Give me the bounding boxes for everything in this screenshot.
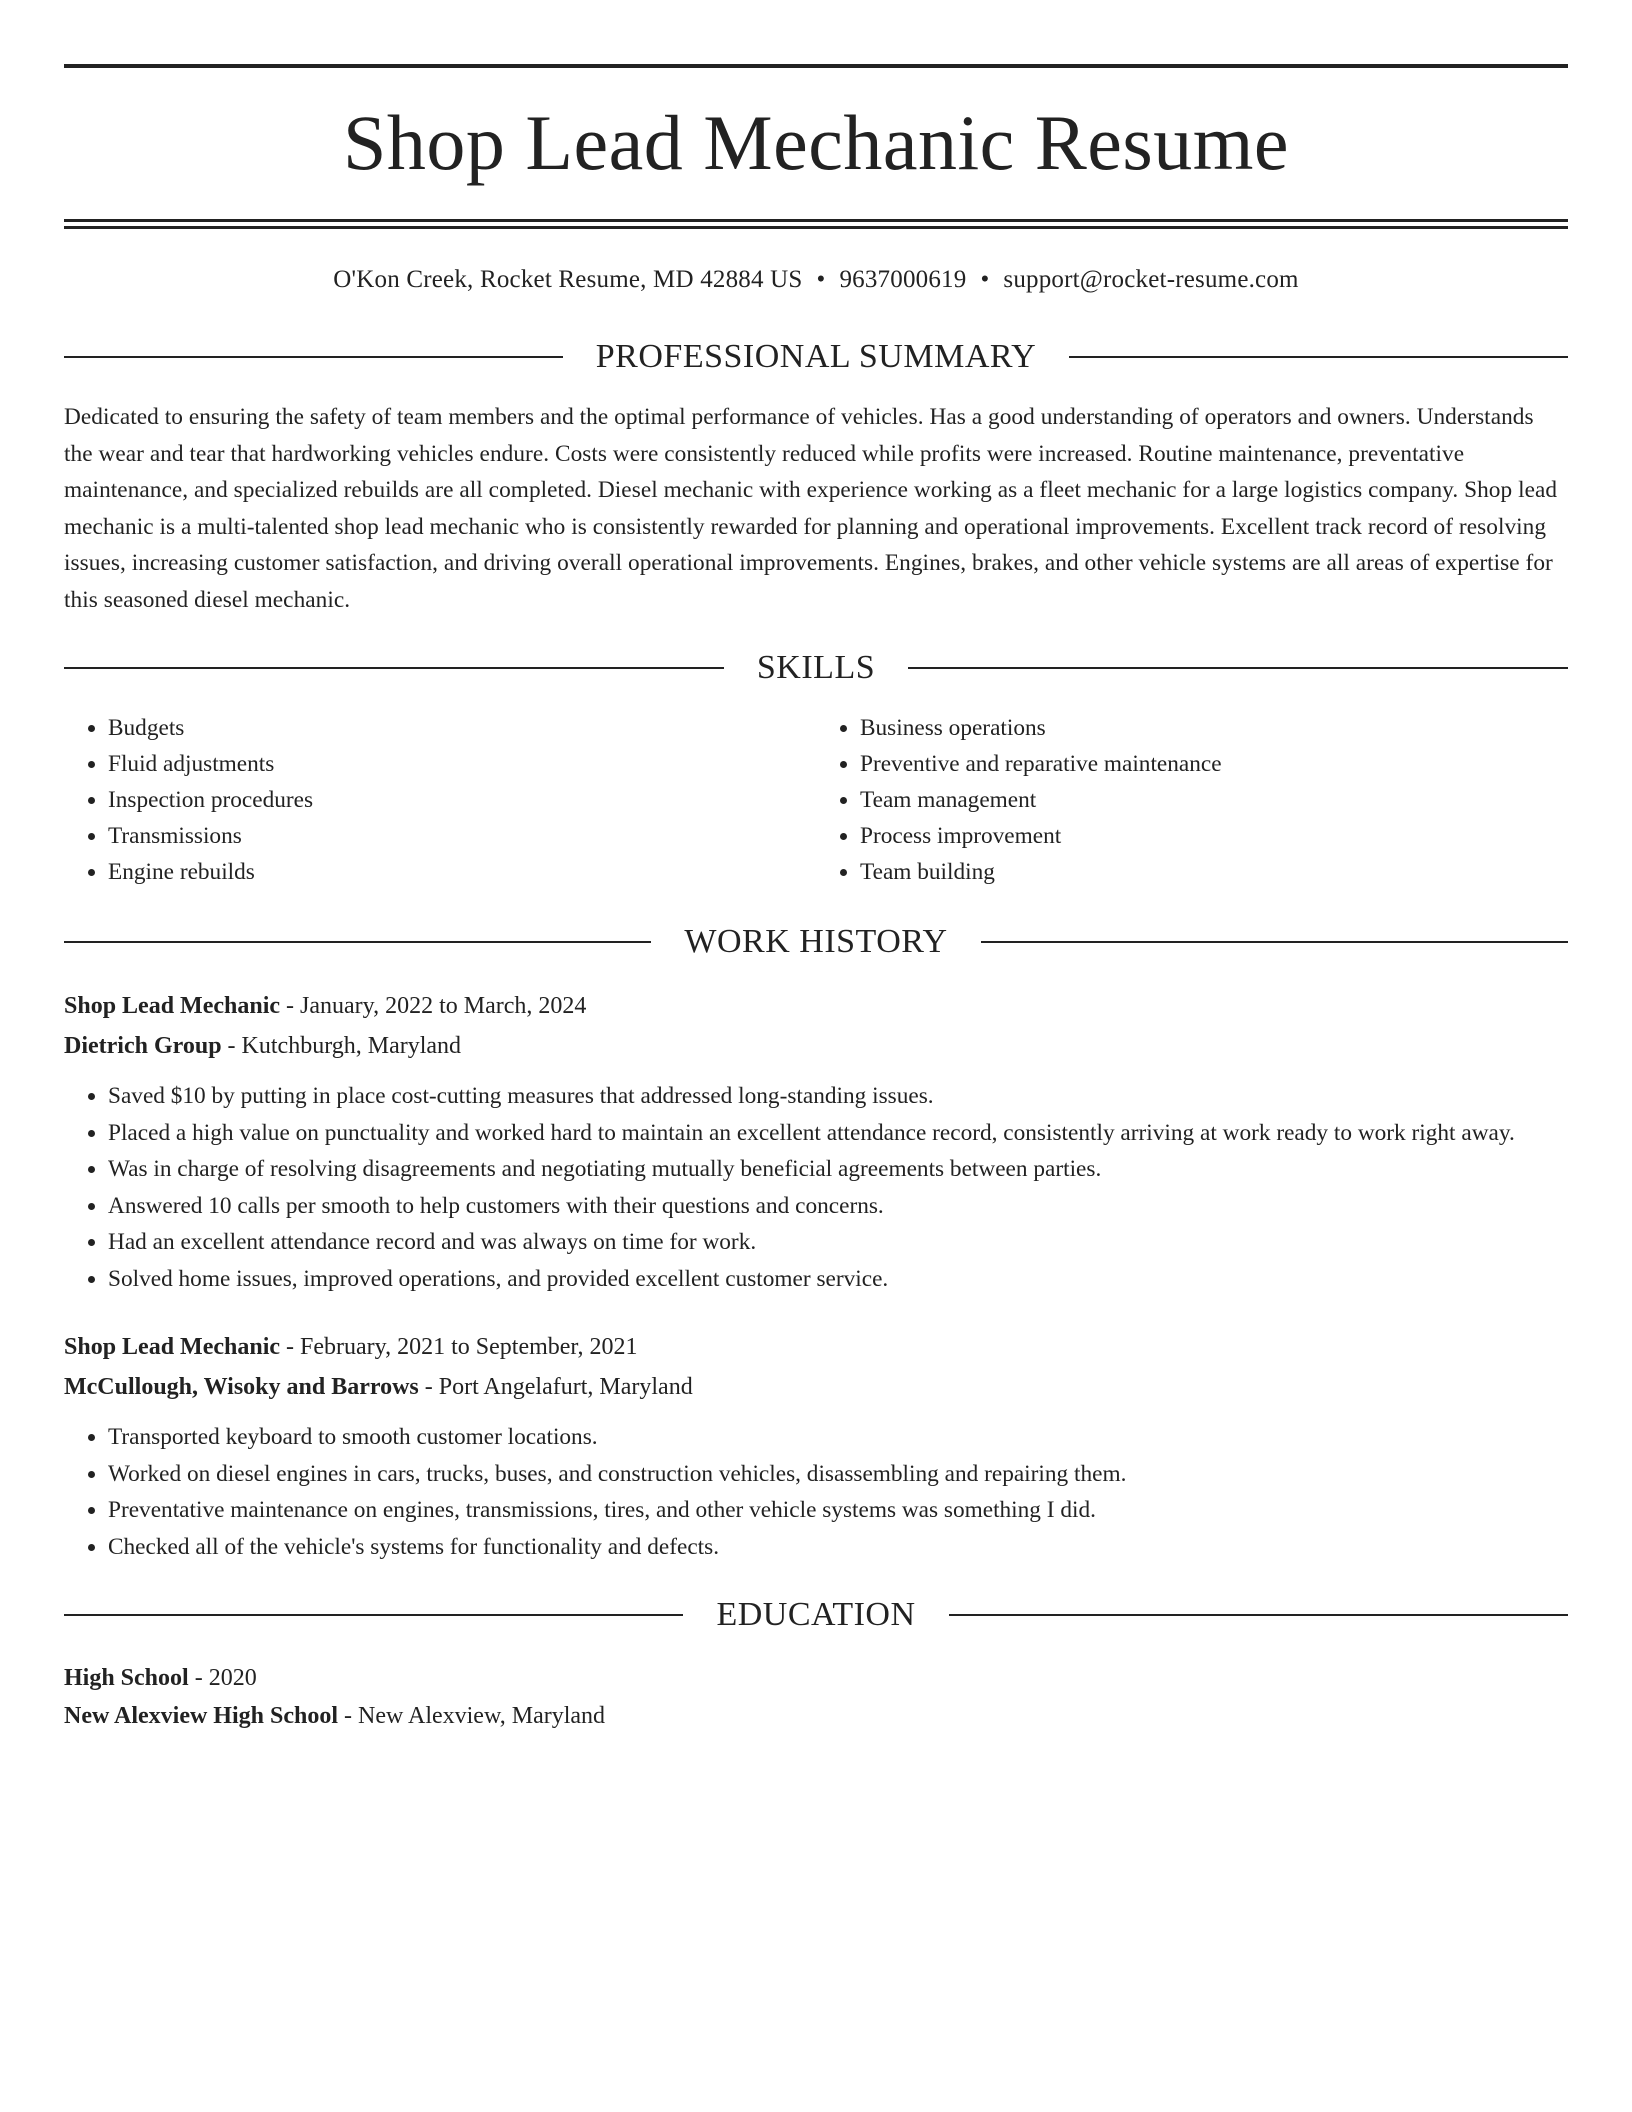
heading-rule: [949, 1614, 1568, 1616]
education-school-line: [64, 1697, 1568, 1735]
education-location: - New Alexview, Maryland: [338, 1703, 606, 1729]
education-degree-line: [64, 1659, 1568, 1697]
education-degree: High School: [64, 1665, 189, 1691]
contact-separator: •: [980, 266, 990, 293]
list-item: • Answered 10 calls per smooth to help customers with their questions and concerns.: [108, 1188, 1568, 1225]
resume-title: Shop Lead Mechanic Resume: [342, 99, 1290, 186]
contact-line: [64, 265, 1568, 295]
title-double-rule: [64, 219, 1568, 229]
contact-address: O'Kon Creek, Rocket Resume, MD 42884 US: [333, 266, 803, 293]
section-title: EDUCATION: [716, 1596, 916, 1633]
heading-rule: [64, 667, 724, 669]
job-dates: - January, 2022 to March, 2024: [280, 993, 587, 1019]
job-title-line: [64, 986, 1568, 1026]
list-item: • Business operations: [860, 710, 1568, 746]
skills-columns: [64, 710, 1568, 890]
job-company-line: [64, 1026, 1568, 1066]
section-title: WORK HISTORY: [684, 923, 948, 960]
list-item: • Had an excellent attendance record and was always on time for work.: [108, 1224, 1568, 1261]
list-item: • Transported keyboard to smooth customer locations.: [108, 1419, 1568, 1456]
heading-rule: [908, 667, 1568, 669]
education-entry: [64, 1659, 1568, 1735]
heading-rule: [981, 941, 1568, 943]
list-item: • Preventative maintenance on engines, transmissions, tires, and other vehicle systems was something I did.: [108, 1492, 1568, 1529]
skills-list-right: [816, 710, 1568, 890]
education-school: New Alexview High School: [64, 1703, 338, 1729]
job-entry: [64, 986, 1568, 1297]
job-bullets: [64, 1078, 1568, 1297]
list-item: • Placed a high value on punctuality and worked hard to maintain an excellent attendance record, consistently arriving at work ready to work right away.: [108, 1115, 1568, 1152]
section-title: SKILLS: [756, 649, 876, 686]
list-item: • Was in charge of resolving disagreements and negotiating mutually beneficial agreements between parties.: [108, 1151, 1568, 1188]
section-title: PROFESSIONAL SUMMARY: [595, 338, 1037, 375]
list-item: • Team building: [860, 854, 1568, 890]
list-item: • Solved home issues, improved operations, and provided excellent customer service.: [108, 1261, 1568, 1298]
heading-rule: [1069, 356, 1568, 358]
list-item: • Process improvement: [860, 818, 1568, 854]
heading-rule: [64, 1614, 683, 1616]
contact-phone: 9637000619: [839, 266, 967, 293]
section-heading-education: [64, 1595, 1568, 1635]
job-title: Shop Lead Mechanic: [64, 993, 281, 1019]
section-heading-summary: [64, 337, 1568, 377]
job-bullets: [64, 1419, 1568, 1565]
heading-rule: [64, 941, 651, 943]
job-location: - Kutchburgh, Maryland: [221, 1033, 462, 1059]
job-title-line: [64, 1327, 1568, 1367]
resume-page: [64, 64, 1568, 1735]
list-item: • Saved $10 by putting in place cost-cutting measures that addressed long-standing issues.: [108, 1078, 1568, 1115]
job-company: McCullough, Wisoky and Barrows: [64, 1374, 419, 1400]
list-item: • Team management: [860, 782, 1568, 818]
job-company: Dietrich Group: [64, 1033, 222, 1059]
contact-email: support@rocket-resume.com: [1003, 266, 1299, 293]
job-title: Shop Lead Mechanic: [64, 1334, 281, 1360]
heading-rule: [64, 356, 563, 358]
summary-text: Dedicated to ensuring the safety of team members and the optimal performance of vehicles. Has a good understanding of operators and owners. Understands the wear and tear that hardworking vehicles endure. Costs were consistently reduced while profits were increased. Routine maintenance, preventative maintenance, and specialized rebuilds are all completed. Diesel mechanic with experience working as a fleet mechanic for a large logistics company. Shop lead mechanic is a multi-talented shop lead mechanic who is consistently rewarded for planning and operational improvements. Excellent track record of resolving issues, increasing customer satisfaction, and driving overall operational improvements. Engines, brakes, and other vehicle systems are all areas of expertise for this seasoned diesel mechanic.: [64, 404, 1558, 613]
contact-separator: •: [816, 266, 826, 293]
list-item: • Engine rebuilds: [108, 854, 816, 890]
job-location: - Port Angelafurt, Maryland: [418, 1374, 693, 1400]
list-item: • Fluid adjustments: [108, 746, 816, 782]
list-item: • Transmissions: [108, 818, 816, 854]
list-item: • Checked all of the vehicle's systems for functionality and defects.: [108, 1529, 1568, 1566]
job-company-line: [64, 1367, 1568, 1407]
list-item: • Preventive and reparative maintenance: [860, 746, 1568, 782]
list-item: • Inspection procedures: [108, 782, 816, 818]
list-item: • Budgets: [108, 710, 816, 746]
skills-list-left: [64, 710, 816, 890]
section-heading-skills: [64, 648, 1568, 688]
list-item: • Worked on diesel engines in cars, trucks, buses, and construction vehicles, disassembling and repairing them.: [108, 1456, 1568, 1493]
job-entry: [64, 1327, 1568, 1565]
education-year: - 2020: [188, 1665, 257, 1691]
section-heading-work: [64, 922, 1568, 962]
job-dates: - February, 2021 to September, 2021: [280, 1334, 638, 1360]
